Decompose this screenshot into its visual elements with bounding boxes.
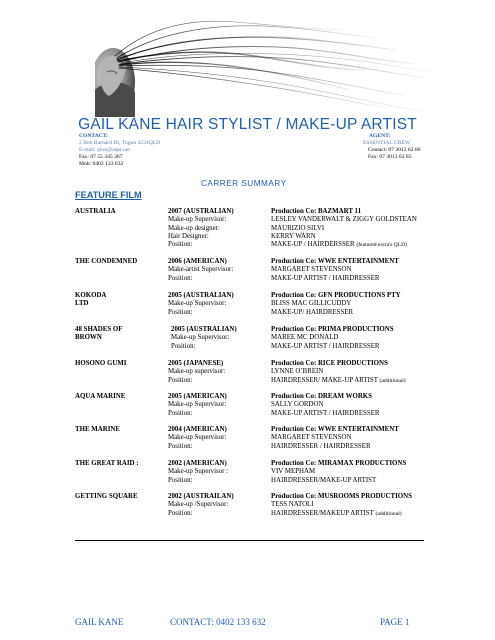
film-year: 2006 (AMERICAN) — [168, 258, 227, 265]
credit-name — [271, 377, 406, 385]
film-year: 2007 (AUSTRALIAN) — [168, 208, 234, 215]
credit-role: Position: — [168, 308, 193, 316]
credit-name-text: HAIRDRESSER/ MAKE-UP ARTIST — [271, 376, 378, 384]
film-title: HOSONO GUMI — [75, 360, 127, 367]
credit-name: MAKE-UP/ HAIRDRESSER — [271, 308, 354, 316]
credit-role: Make-up /Supervisor: — [168, 501, 229, 509]
contact-fax: Fax: 07 55 345 367 — [79, 154, 123, 160]
film-year: 2005 (AUSTRALIAN) — [171, 326, 237, 333]
credit-role: Hair Designer: — [168, 232, 209, 240]
credit-name: MARGARET STEVENSON — [271, 266, 352, 274]
film-year: 2002 (AMERICAN) — [168, 460, 227, 467]
banner-photo — [95, 20, 434, 117]
summary-heading: CARRER SUMMARY — [201, 179, 287, 188]
credit-name: TESS NATOLI — [271, 501, 314, 509]
resume-title: GAIL KANE HAIR STYLIST / MAKE-UP ARTIST — [78, 116, 417, 133]
contact-email[interactable]: E-mail: gkm@aapt.net — [79, 147, 130, 153]
footer-name: GAIL KANE — [75, 617, 124, 627]
agent-label: AGENT: — [369, 133, 391, 139]
contact-mobile: Mob: 0402 133 632 — [79, 161, 124, 167]
credit-name: BLISS MAC GILLICUDDY — [271, 300, 352, 308]
footer-page-number: PAGE 1 — [380, 617, 410, 627]
credit-name: HAIRDRESSER / HAIRDRESSER — [271, 442, 371, 450]
credit-name-text: MAKE-UP / HAIRDERSSER — [271, 241, 355, 249]
agent-contact: Contact: 07 3013 62 86 — [368, 147, 421, 153]
production-company: Production Co: WWE ENTERTAINMENT — [271, 258, 399, 265]
film-title: THE MARINE — [75, 426, 120, 433]
film-year: 2005 (AMERICAN) — [168, 393, 227, 400]
credit-name: VIV MEPHAM — [271, 468, 316, 476]
credit-name: MAKE-UP ARTIST / HAIRDRESSER — [271, 409, 380, 417]
credit-name — [271, 510, 402, 518]
credit-name: HAIRDRESSER/MAKE-UP ARTIST — [271, 476, 377, 484]
film-title: GETTING SQUARE — [75, 493, 138, 500]
credit-name: MARGARET STEVENSON — [271, 434, 352, 442]
contact-address: 2 Bob Barnard Dr, Tugun 4224QLD — [79, 140, 161, 146]
credit-name: MAKE-UP ARTIST / HAIRDRESSER — [271, 274, 380, 282]
contact-label: CONTACT: — [79, 133, 109, 139]
production-company: Production Co: BAZMART 11 — [271, 208, 362, 215]
credit-role: Position: — [168, 509, 193, 517]
credit-role: Make-up supervisor: — [168, 368, 226, 376]
film-title: THE CONDEMNED — [75, 258, 138, 265]
film-title: KOKODA LTD — [75, 292, 107, 308]
feature-film-heading: FEATURE FILM — [75, 190, 142, 200]
credit-note: (additional) — [379, 377, 406, 384]
credit-name: MAREE MC DONALD — [271, 334, 339, 342]
credit-role: Position: — [168, 241, 193, 249]
credit-role: Make-up Supervisor: — [168, 434, 227, 442]
credit-name: SALLY GORDON — [271, 401, 324, 409]
film-year: 2002 (AUSTRAILAN) — [168, 493, 234, 500]
production-company: Production Co: DREAM WORKS — [271, 393, 373, 400]
credit-note: (featured extra's QLD) — [356, 242, 408, 249]
film-year: 2004 (AMERICAN) — [168, 426, 227, 433]
credit-name — [271, 241, 407, 249]
credit-name: MAKE-UP ARTIST / HAIRDRESSER — [271, 342, 380, 350]
credit-role: Position: — [168, 376, 193, 384]
production-company: Production Co: MIRAMAX PRODUCTIONS — [271, 460, 407, 467]
credit-name-text: HAIRDRESSER/MAKEUP ARTIST — [271, 509, 374, 517]
credit-name: LESLEY VANDERWALT & ZIGGY GOLDSTEAN — [271, 216, 417, 224]
credit-name: KERRY WARN — [271, 232, 316, 240]
film-year: 2005 (AUSTRALIAN) — [168, 292, 234, 299]
production-company: Production Co: PRIMA PRODUCTIONS — [271, 326, 394, 333]
credit-role: Make-artist Supervisor: — [168, 266, 234, 274]
credit-role: Position: — [171, 342, 196, 350]
footer-contact: CONTACT: 0402 133 632 — [170, 617, 266, 627]
credit-name: MAURIZIO SILVI — [271, 224, 325, 232]
film-title: THE GREAT RAID : — [75, 460, 139, 467]
credit-role: Position: — [168, 274, 193, 282]
credit-role: Make-up Supervisor: — [168, 300, 227, 308]
agent-fax: Fax: 07 3013 62 85 — [368, 154, 412, 160]
credit-note: (additional) — [375, 510, 402, 517]
production-company: Production Co: RICE PRODUCTIONS — [271, 360, 388, 367]
film-title: AUSTRALIA — [75, 208, 116, 215]
credit-role: Position: — [168, 476, 193, 484]
hair-photo-image — [95, 20, 434, 117]
credit-role: Make-up designer: — [168, 224, 220, 232]
credit-role: Make-up Supervisor: — [171, 334, 230, 342]
credit-role: Make-up Supervisor : — [168, 468, 229, 476]
credit-role: Make-up Supervisor: — [168, 216, 227, 224]
credit-role: Position: — [168, 409, 193, 417]
film-title: 48 SHADES OF BROWN — [75, 326, 123, 342]
credit-role: Position: — [168, 442, 193, 450]
section-divider — [75, 540, 424, 541]
film-year: 2005 (JAPANESE) — [168, 360, 224, 367]
credit-role: Make-up Supervisor: — [168, 401, 227, 409]
agent-name: ESSENTIAL CREW — [363, 140, 411, 146]
production-company: Production Co: MUSROOMS PRODUCTIONS — [271, 493, 412, 500]
production-company: Production Co: GFN PRODUCTIONS PTY — [271, 292, 401, 299]
film-title: AQUA MARINE — [75, 393, 126, 400]
credit-name: LYNNE O’BREIN — [271, 368, 324, 376]
production-company: Production Co: WWE ENTERTAINMENT — [271, 426, 399, 433]
